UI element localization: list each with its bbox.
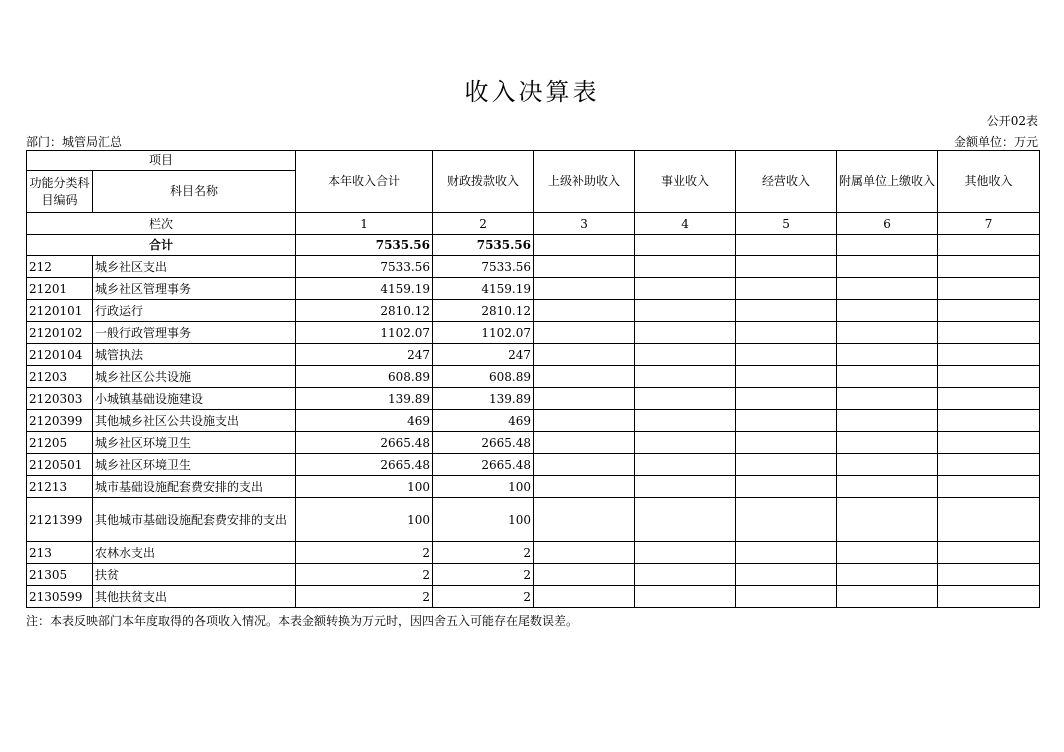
row-fiscal: 100: [433, 476, 534, 498]
empty-cell: [534, 256, 635, 278]
row-total: 2665.48: [296, 454, 433, 476]
table-row: [27, 256, 1040, 278]
total-fiscal-cell: 7535.56: [433, 235, 534, 256]
table-row: [27, 322, 1040, 344]
empty-cell: [534, 366, 635, 388]
row-total: 247: [296, 344, 433, 366]
col-header-5: 经营收入: [736, 151, 837, 213]
total-label: 合计: [27, 235, 296, 256]
empty-cell: [635, 586, 736, 608]
income-table: [26, 150, 1040, 608]
row-total: 2810.12: [296, 300, 433, 322]
row-name: 其他城市基础设施配套费安排的支出: [93, 498, 296, 542]
empty-cell: [736, 344, 837, 366]
empty-cell: [635, 542, 736, 564]
col-number-2: 2: [433, 213, 534, 235]
total-income-cell: 7535.56: [296, 235, 433, 256]
empty-cell: [635, 300, 736, 322]
empty-cell: [635, 476, 736, 498]
header-item: 项目: [27, 151, 296, 171]
empty-cell: [837, 344, 938, 366]
empty-cell: [736, 300, 837, 322]
row-fiscal: 469: [433, 410, 534, 432]
row-fiscal: 2665.48: [433, 432, 534, 454]
row-name: 城管执法: [93, 344, 296, 366]
empty-cell: [736, 498, 837, 542]
department-label: 部门：城管局汇总: [26, 135, 123, 149]
col-number-6: 6: [837, 213, 938, 235]
table-row: [27, 366, 1040, 388]
empty-cell: [635, 454, 736, 476]
col-header-2: 财政拨款收入: [433, 151, 534, 213]
empty-cell: [736, 235, 837, 256]
empty-cell: [938, 300, 1040, 322]
row-code: 21201: [27, 278, 93, 300]
empty-cell: [938, 410, 1040, 432]
footnote: 注：本表反映部门本年度取得的各项收入情况。本表金额转换为万元时，因四舍五入可能存在尾数误差。: [26, 614, 579, 628]
row-fiscal: 2: [433, 542, 534, 564]
row-code: 2120101: [27, 300, 93, 322]
empty-cell: [938, 432, 1040, 454]
empty-cell: [635, 344, 736, 366]
row-total: 4159.19: [296, 278, 433, 300]
table-row: [27, 300, 1040, 322]
row-code: 2121399: [27, 498, 93, 542]
header-row-label: 栏次: [27, 213, 296, 235]
row-code: 21203: [27, 366, 93, 388]
empty-cell: [534, 278, 635, 300]
row-name: 城乡社区环境卫生: [93, 432, 296, 454]
empty-cell: [635, 322, 736, 344]
empty-cell: [837, 300, 938, 322]
row-fiscal: 2: [433, 586, 534, 608]
empty-cell: [736, 586, 837, 608]
row-code: 21213: [27, 476, 93, 498]
col-header-6: 附属单位上缴收入: [837, 151, 938, 213]
col-number-5: 5: [736, 213, 837, 235]
empty-cell: [534, 388, 635, 410]
row-total: 1102.07: [296, 322, 433, 344]
empty-cell: [938, 454, 1040, 476]
col-number-3: 3: [534, 213, 635, 235]
row-fiscal: 139.89: [433, 388, 534, 410]
table-row: [27, 586, 1040, 608]
row-code: 21305: [27, 564, 93, 586]
empty-cell: [534, 454, 635, 476]
table-body: [27, 256, 1040, 608]
col-header-4: 事业收入: [635, 151, 736, 213]
row-name: 行政运行: [93, 300, 296, 322]
row-total: 469: [296, 410, 433, 432]
empty-cell: [736, 322, 837, 344]
empty-cell: [635, 235, 736, 256]
empty-cell: [938, 366, 1040, 388]
empty-cell: [534, 300, 635, 322]
row-name: 小城镇基础设施建设: [93, 388, 296, 410]
row-code: 2120102: [27, 322, 93, 344]
empty-cell: [938, 235, 1040, 256]
empty-cell: [837, 586, 938, 608]
col-header-3: 上级补助收入: [534, 151, 635, 213]
row-total: 2: [296, 564, 433, 586]
empty-cell: [534, 476, 635, 498]
empty-cell: [635, 256, 736, 278]
empty-cell: [837, 256, 938, 278]
unit-label: 金额单位：万元: [953, 135, 1038, 149]
empty-cell: [837, 235, 938, 256]
empty-cell: [635, 366, 736, 388]
empty-cell: [837, 432, 938, 454]
empty-cell: [938, 256, 1040, 278]
row-name: 城乡社区支出: [93, 256, 296, 278]
empty-cell: [635, 432, 736, 454]
row-fiscal: 247: [433, 344, 534, 366]
row-total: 2: [296, 586, 433, 608]
empty-cell: [938, 542, 1040, 564]
empty-cell: [635, 278, 736, 300]
row-fiscal: 7533.56: [433, 256, 534, 278]
row-fiscal: 608.89: [433, 366, 534, 388]
empty-cell: [837, 322, 938, 344]
table-row: [27, 278, 1040, 300]
row-fiscal: 100: [433, 498, 534, 542]
table-row: [27, 454, 1040, 476]
header-func-code: 功能分类科目编码: [27, 171, 93, 213]
empty-cell: [534, 542, 635, 564]
row-name: 城市基础设施配套费安排的支出: [93, 476, 296, 498]
row-name: 城乡社区环境卫生: [93, 454, 296, 476]
table-row: [27, 564, 1040, 586]
empty-cell: [837, 564, 938, 586]
empty-cell: [534, 410, 635, 432]
table-row: [27, 388, 1040, 410]
empty-cell: [938, 476, 1040, 498]
row-name: 一般行政管理事务: [93, 322, 296, 344]
row-fiscal: 1102.07: [433, 322, 534, 344]
row-name: 扶贫: [93, 564, 296, 586]
empty-cell: [736, 542, 837, 564]
row-name: 城乡社区公共设施: [93, 366, 296, 388]
empty-cell: [635, 410, 736, 432]
header-subject-name: 科目名称: [93, 171, 296, 213]
empty-cell: [837, 410, 938, 432]
empty-cell: [736, 388, 837, 410]
empty-cell: [938, 586, 1040, 608]
table-row: [27, 432, 1040, 454]
empty-cell: [534, 564, 635, 586]
empty-cell: [736, 564, 837, 586]
row-name: 农林水支出: [93, 542, 296, 564]
empty-cell: [736, 366, 837, 388]
row-total: 100: [296, 476, 433, 498]
empty-cell: [736, 256, 837, 278]
row-fiscal: 2810.12: [433, 300, 534, 322]
row-name: 其他扶贫支出: [93, 586, 296, 608]
row-total: 139.89: [296, 388, 433, 410]
empty-cell: [635, 498, 736, 542]
empty-cell: [837, 366, 938, 388]
empty-cell: [938, 278, 1040, 300]
empty-cell: [736, 278, 837, 300]
page-title: 收入决算表: [464, 78, 600, 106]
empty-cell: [837, 476, 938, 498]
empty-cell: [736, 410, 837, 432]
table-row: [27, 498, 1040, 542]
row-total: 2: [296, 542, 433, 564]
empty-cell: [837, 498, 938, 542]
empty-cell: [837, 388, 938, 410]
row-name: 城乡社区管理事务: [93, 278, 296, 300]
empty-cell: [534, 322, 635, 344]
empty-cell: [938, 388, 1040, 410]
table-row: [27, 410, 1040, 432]
row-code: 2120501: [27, 454, 93, 476]
row-total: 2665.48: [296, 432, 433, 454]
col-header-7: 其他收入: [938, 151, 1040, 213]
empty-cell: [736, 476, 837, 498]
empty-cell: [635, 388, 736, 410]
row-total: 100: [296, 498, 433, 542]
row-code: 213: [27, 542, 93, 564]
row-total: 7533.56: [296, 256, 433, 278]
row-code: 2130599: [27, 586, 93, 608]
total-row: [27, 235, 1040, 256]
empty-cell: [837, 542, 938, 564]
table-row: [27, 476, 1040, 498]
row-fiscal: 2: [433, 564, 534, 586]
row-fiscal: 2665.48: [433, 454, 534, 476]
row-total: 608.89: [296, 366, 433, 388]
col-number-7: 7: [938, 213, 1040, 235]
row-code: 2120399: [27, 410, 93, 432]
empty-cell: [635, 564, 736, 586]
col-number-1: 1: [296, 213, 433, 235]
table-header: [27, 151, 1040, 256]
row-code: 2120104: [27, 344, 93, 366]
table-row: [27, 344, 1040, 366]
empty-cell: [938, 344, 1040, 366]
empty-cell: [938, 322, 1040, 344]
row-fiscal: 4159.19: [433, 278, 534, 300]
empty-cell: [837, 278, 938, 300]
empty-cell: [534, 498, 635, 542]
row-name: 其他城乡社区公共设施支出: [93, 410, 296, 432]
empty-cell: [534, 235, 635, 256]
col-header-1: 本年收入合计: [296, 151, 433, 213]
form-number: 公开02表: [986, 114, 1038, 128]
empty-cell: [837, 454, 938, 476]
row-code: 2120303: [27, 388, 93, 410]
empty-cell: [938, 564, 1040, 586]
empty-cell: [534, 432, 635, 454]
empty-cell: [736, 432, 837, 454]
empty-cell: [938, 498, 1040, 542]
empty-cell: [534, 344, 635, 366]
empty-cell: [736, 454, 837, 476]
table-row: [27, 542, 1040, 564]
col-number-4: 4: [635, 213, 736, 235]
row-code: 21205: [27, 432, 93, 454]
empty-cell: [534, 586, 635, 608]
row-code: 212: [27, 256, 93, 278]
